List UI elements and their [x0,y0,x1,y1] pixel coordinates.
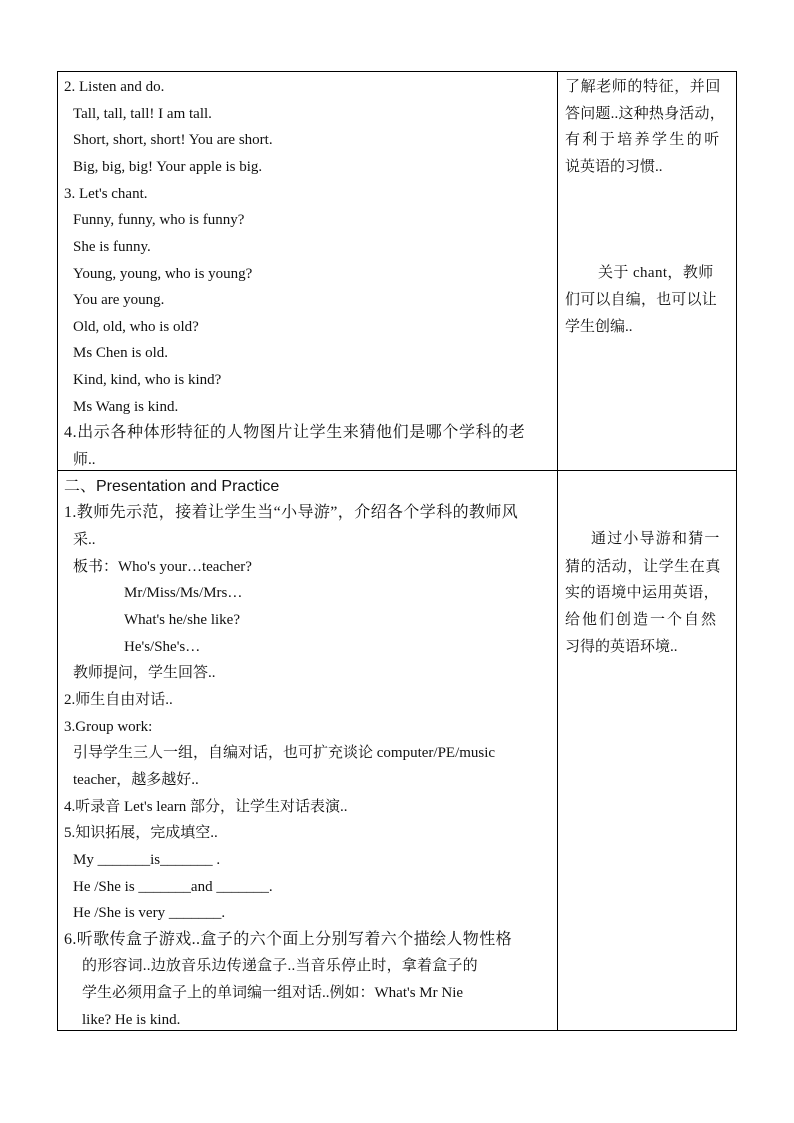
blackboard-line: 板书：Who's your…teacher? [73,559,252,575]
step-box-game: 6.听歌传盒子游戏..盒子的六个面上分别写着六个描绘人物性格 [64,931,513,948]
note-line: 了解老师的特征，并回 [565,79,722,95]
blackboard-line: Mr/Miss/Ms/Mrs… [124,585,243,601]
step-guess-teacher-cont: 师.. [73,452,96,468]
column-divider [557,72,558,1030]
chant-line: Short, short, short! You are short. [73,132,273,148]
teacher-question-line: 教师提问，学生回答.. [73,665,216,681]
chant-line: Young, young, who is young? [73,266,253,282]
note-line: 说英语的习惯.. [565,159,663,175]
chant-line: Funny, funny, who is funny? [73,212,245,228]
step-extension: 5.知识拓展，完成填空.. [64,825,218,841]
note-line: 实的语境中运用英语， [565,585,720,601]
step-free-dialogue: 2.师生自由对话.. [64,692,173,708]
step-tour-guide-cont: 采.. [73,532,96,548]
chant-line: Kind, kind, who is kind? [73,372,222,388]
note-line: 给他们创造一个自然 [565,612,719,628]
chant-line: You are young. [73,292,165,308]
step-group-work: 3.Group work: [64,719,153,735]
box-game-detail: like? He is kind. [82,1012,181,1028]
group-work-detail: 引导学生三人一组，自编对话，也可扩充谈论 computer/PE/music [73,745,496,761]
chant-line: Big, big, big! Your apple is big. [73,159,263,175]
chant-line: Ms Wang is kind. [73,399,179,415]
lesson-plan-table [57,71,737,1031]
note-line: 通过小导游和猜一 [591,531,721,547]
fill-blank-line: He /She is very _______. [73,905,226,921]
note-line: 答问题..这种热身活动， [565,106,725,122]
fill-blank-line: He /She is _______and _______. [73,879,273,895]
blackboard-line: He's/She's… [124,639,201,655]
step-tour-guide: 1.教师先示范，接着让学生当“小导游”，介绍各个学科的教师风 [64,504,519,521]
box-game-detail: 学生必须用盒子上的单词编一组对话..例如：What's Mr Nie [82,985,464,1001]
note-line: 学生创编.. [565,319,633,335]
step-lets-learn: 4.听录音 Let's learn 部分，让学生对话表演.. [64,799,348,815]
chant-line: Ms Chen is old. [73,345,169,361]
note-line: 关于 chant，教师 [598,265,714,281]
step-listen-and-do: 2. Listen and do. [64,79,165,95]
chant-line: She is funny. [73,239,151,255]
step-lets-chant: 3. Let's chant. [64,186,148,202]
step-guess-teacher: 4.出示各种体形特征的人物图片让学生来猜他们是哪个学科的老 [64,424,526,441]
note-line: 猜的活动，让学生在真 [565,559,722,575]
note-line: 习得的英语环境.. [565,639,678,655]
row-divider [58,470,736,471]
box-game-detail: 的形容词..边放音乐边传递盒子..当音乐停止时，拿着盒子的 [82,958,478,974]
chant-line: Tall, tall, tall! I am tall. [73,106,212,122]
fill-blank-line: My _______is_______ . [73,852,221,868]
group-work-detail: teacher，越多越好.. [73,772,199,788]
section-heading: 二、Presentation and Practice [64,478,280,495]
note-line: 们可以自编，也可以让 [565,292,718,308]
chant-line: Old, old, who is old? [73,319,199,335]
blackboard-line: What's he/she like? [124,612,240,628]
note-line: 有利于培养学生的听 [565,132,722,148]
